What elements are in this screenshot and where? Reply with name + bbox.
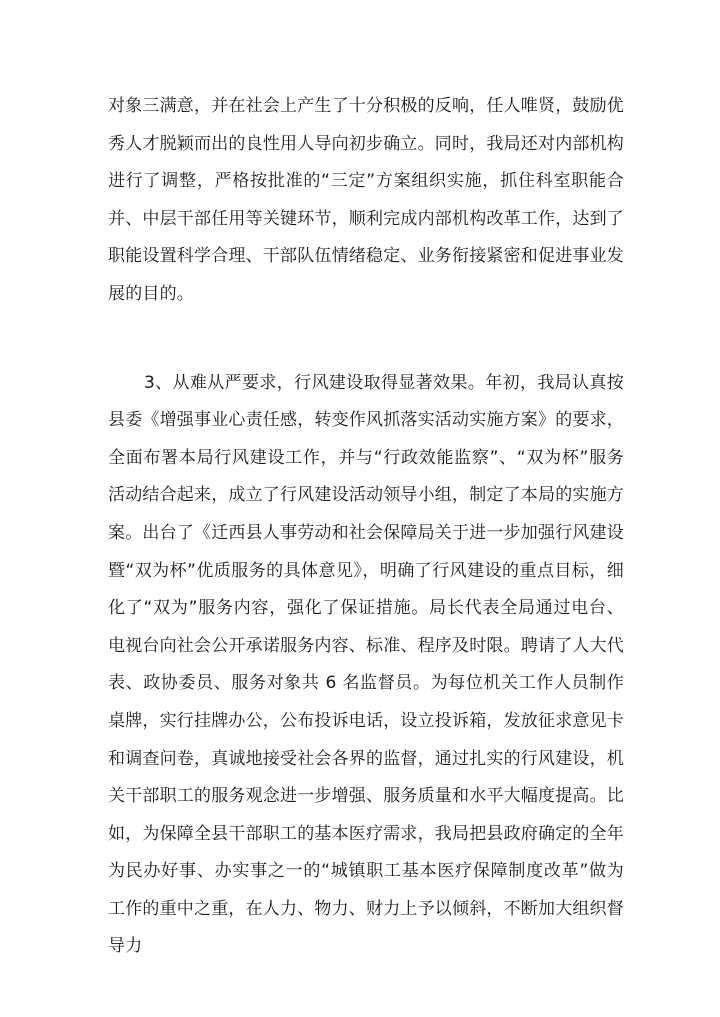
- paragraph-item-3: 3、从难从严要求，行风建设取得显著效果。年初，我局认真按县委《增强事业心责任感，转变作风抓落实活动实施方案》的要求，全面布署本局行风建设工作，并与“行政效能监察”、“双为杯”服务活动结合起来，成立了行风建设活动领导小组，制定了本局的实施方案。出台了《迁西县人事劳动和社会保障局关于进一步加强行风建设暨“双为杯”优质服务的具体意见》，明确了行风建设的重点目标，细化了“双为”服务内容，强化了保证措施。局长代表全局通过电台、电视台向社会公开承诺服务内容、标准、程序及时限。聘请了人大代表、政协委员、服务对象共 6 名监督员。为每位机关工作人员制作桌牌，实行挂牌办公，公布投诉电话，设立投诉箱，发放征求意见卡和调查问卷，真诚地接受社会各界的监督，通过扎实的行风建设，机关干部职工的服务观念进一步增强、服务质量和水平大幅度提高。比如，为保障全县干部职工的基本医疗需求，我局把县政府确定的全年为民办好事、办实事之一的“城镇职工基本医疗保障制度改革”做为工作的重中之重，在人力、物力、财力上予以倾斜，不断加大组织督导力: [108, 372, 624, 957]
- paragraph-gap: [108, 314, 624, 365]
- paragraph-continued: 对象三满意，并在社会上产生了十分积极的反响，任人唯贤，鼓励优秀人才脱颖而出的良性用人导向初步确立。同时，我局还对内部机构进行了调整，严格按批准的“三定”方案组织实施，抓住科室职能合并、中层干部任用等关键环节，顺利完成内部机构改革工作，达到了职能设置科学合理、干部队伍情绪稳定、业务衔接紧密和促进事业发展的目的。: [108, 96, 624, 304]
- document-page: [108, 88, 624, 966]
